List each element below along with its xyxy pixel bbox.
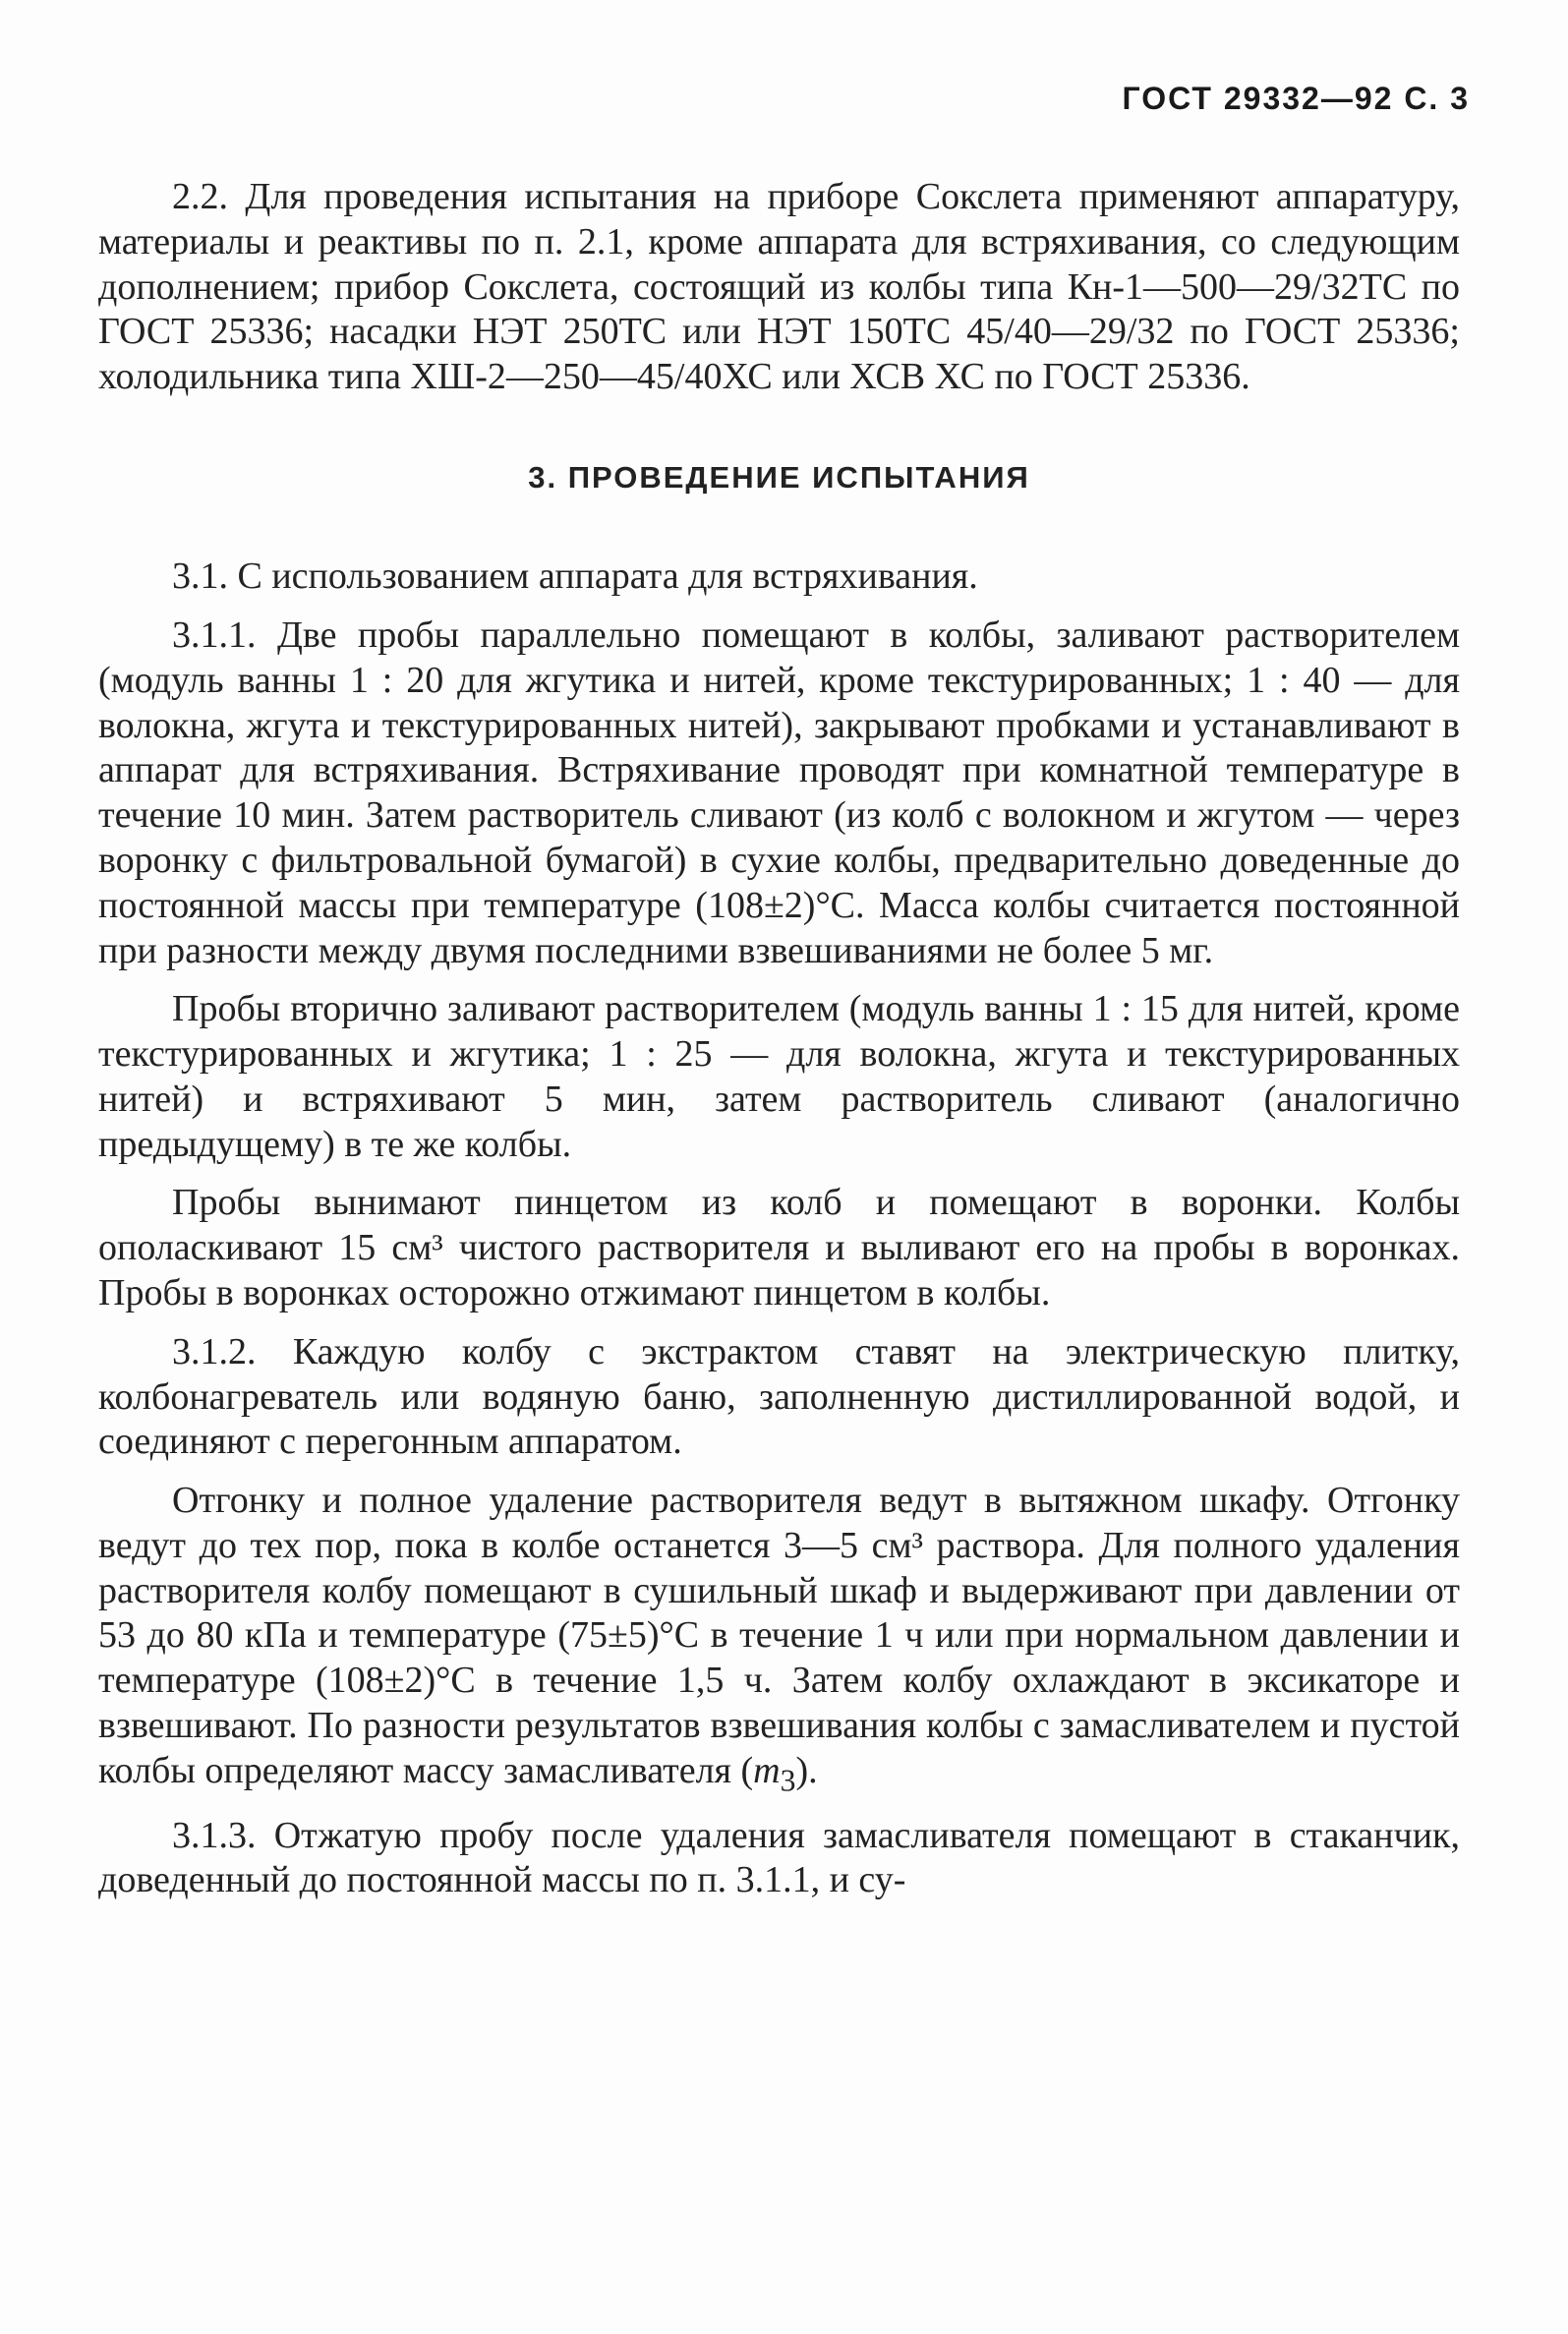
paragraph-distillation-text: Отгонку и полное удаление растворителя ведут в вытяжном шкафу. Отгонку ведут до тех пор, пока в колбе останется 3—5 см³ раствора. Для полного удаления растворителя колбу помещают в сушильный шкаф и выдерживают при давлении от 53 до 80 кПа и температуре (75±5)°С в течение 1 ч или при нормальном давлении и температуре (108±2)°С в течение 1,5 ч. Затем колбу охлаждают в эксикаторе и взвешивают. По разности результатов взвешивания колбы с замасливателем и пустой колбы определяют массу замасливателя ( xyxy=(98,1480,1460,1791)
mass-symbol: m xyxy=(753,1749,781,1791)
mass-subscript: 3 xyxy=(780,1763,796,1798)
document-body xyxy=(98,175,1460,1917)
paragraph-repeat-extraction: Пробы вторично заливают растворителем (модуль ванны 1 : 15 для нитей, кроме текстурированных и жгутика; 1 : 25 — для волокна, жгута и текстурированных нитей) и встряхивают 5 мин, затем растворитель сливают (аналогично предыдущему) в те же колбы. xyxy=(98,988,1460,1165)
section-heading: 3. ПРОВЕДЕНИЕ ИСПЫТАНИЯ xyxy=(528,459,1030,495)
paragraph-distillation xyxy=(98,1479,1460,1799)
paragraph-3-1-2: 3.1.2. Каждую колбу с экстрактом ставят на электрическую плитку, колбонагреватель или водяную баню, заполненную дистиллированной водой, и соединяют с перегонным аппаратом. xyxy=(98,1330,1460,1463)
paragraph-remove-samples: Пробы вынимают пинцетом из колб и помещают в воронки. Колбы ополаскивают 15 см³ чистого растворителя и выливают его на пробы в воронках. Пробы в воронках осторожно отжимают пинцетом в колбы. xyxy=(98,1182,1460,1313)
page-header: ГОСТ 29332—92 С. 3 xyxy=(1122,81,1470,116)
paragraph-3-1-1: 3.1.1. Две пробы параллельно помещают в колбы, заливают растворителем (модуль ванны 1 : 20 для жгутика и нитей, кроме текстурированных; 1 : 40 — для волокна, жгута и текстурированных нитей), закрывают пробками и устанавливают в аппарат для встряхивания. Встряхивание проводят при комнатной температуре в течение 10 мин. Затем растворитель сливают (из колб с волокном и жгутом — через воронку с фильтровальной бумагой) в сухие колбы, предварительно доведенные до постоянной массы при температуре (108±2)°С. Масса колбы считается постоянной при разности между двумя последними взвешиваниями не более 5 мг. xyxy=(98,614,1460,971)
paragraph-2-2: 2.2. Для проведения испытания на приборе Сокслета применяют аппаратуру, материалы и реактивы по п. 2.1, кроме аппарата для встряхивания, со следующим дополнением; прибор Сокслета, состоящий из колбы типа Кн-1—500—29/32ТС по ГОСТ 25336; насадки НЭТ 250ТС или НЭТ 150ТС 45/40—29/32 по ГОСТ 25336; холодильника типа ХШ-2—250—45/40ХС или ХСВ ХС по ГОСТ 25336. xyxy=(98,176,1460,398)
paragraph-3-1-3: 3.1.3. Отжатую пробу после удаления замасливателя помещают в стаканчик, доведенный до постоянной массы по п. 3.1.1, и су- xyxy=(98,1814,1460,1901)
paragraph-3-1: 3.1. С использованием аппарата для встряхивания. xyxy=(172,555,978,598)
paragraph-distillation-end: ). xyxy=(795,1749,818,1791)
